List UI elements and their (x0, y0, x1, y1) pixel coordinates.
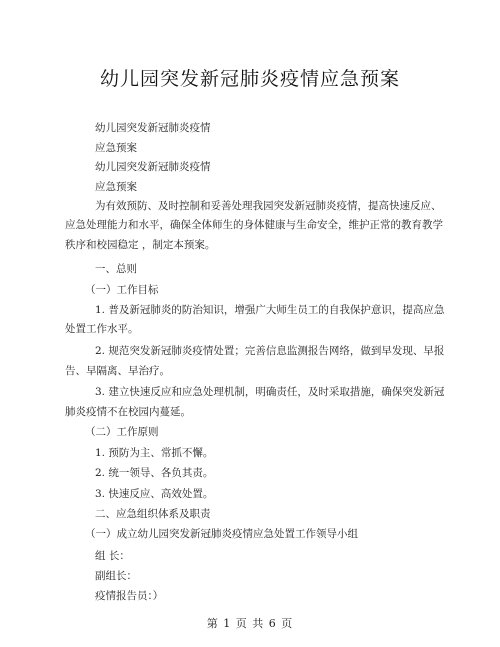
document-title: 幼儿园突发新冠肺炎疫情应急预案 (99, 68, 400, 90)
list-item: 2. 统一领导、各负其责。 (95, 467, 214, 479)
text-line: 副组长： (95, 570, 137, 582)
section-heading: 一、总则 (95, 263, 137, 275)
list-item: 1. 预防为主、常抓不懈。 (95, 447, 214, 459)
subsection-heading: （一）工作目标 (85, 284, 159, 296)
paragraph-line: 告、早隔离、早治疗。 (65, 365, 170, 377)
paragraph-line: 为有效预防、及时控制和妥善处理我园突发新冠肺炎疫情，提高快速反应、 (95, 200, 442, 212)
subsection-heading: （一）成立幼儿园突发新冠肺炎疫情应急处置工作领导小组 (85, 528, 358, 540)
paragraph-line: 1. 普及新冠肺炎的防治知识，增强广大师生员工的自我保护意识，提高应急 (95, 304, 445, 316)
text-line: 幼儿园突发新冠肺炎疫情 (95, 122, 211, 134)
paragraph-line: 肺炎疫情不在校园内蔓延。 (65, 406, 191, 418)
text-line: 组 长： (95, 550, 130, 562)
text-line: 应急预案 (95, 142, 137, 154)
subsection-heading: （二）工作原则 (85, 426, 159, 438)
paragraph-line: 3. 建立快速反应和应急处理机制，明确责任，及时采取措施，确保突发新冠 (95, 386, 445, 398)
section-heading: 二、应急组织体系及职责 (95, 508, 211, 520)
text-line: 应急预案 (95, 181, 137, 193)
paragraph-line: 2. 规范突发新冠肺炎疫情处置；完善信息监测报告网络，做到早发现、早报 (95, 345, 445, 357)
paragraph-line: 应急处理能力和水平，确保全体师生的身体健康与生命安全，维护正常的教育教学 (65, 219, 443, 231)
list-item: 3. 快速反应、高效处置。 (95, 488, 214, 500)
page-footer: 第 1 页 共 6 页 (206, 617, 294, 630)
text-line: 疫情报告员：） (95, 590, 164, 602)
paragraph-line: 处置工作水平。 (65, 323, 139, 335)
paragraph-line: 秩序和校园稳定 ，制定本预案。 (65, 239, 216, 251)
text-line: 幼儿园突发新冠肺炎疫情 (95, 161, 211, 173)
